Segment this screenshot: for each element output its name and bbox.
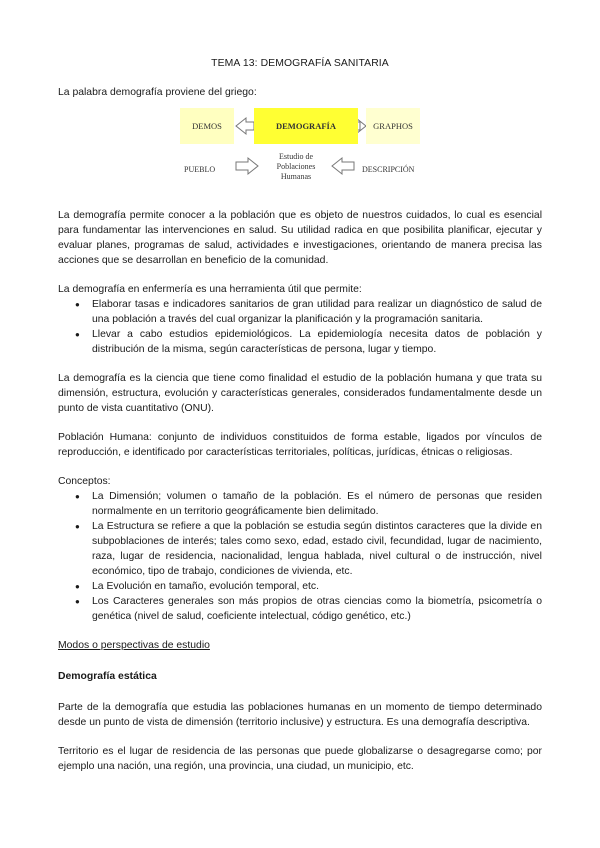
arrow-left-icon — [236, 118, 254, 134]
paragraph-4: Población Humana: conjunto de individuos constituidos de forma estable, ligados por vínculos de reproducción, e identificado por características territoriales, políticas, jurídicas, étnicas o religiosas. — [58, 432, 542, 458]
intro-text: La palabra demografía proviene del griego: — [58, 87, 257, 98]
demografia-box: DEMOGRAFÍA — [254, 108, 358, 144]
conceptos-block — [58, 474, 542, 624]
estudio-label — [266, 152, 326, 182]
estudio-line-2: Poblaciones — [276, 162, 316, 171]
estudio-line-3: Humanas — [280, 172, 312, 181]
enfermeria-block — [58, 282, 542, 357]
paragraph-6: Territorio es el lugar de residencia de las personas que puede globalizarse o desagregarse como; por ejemplo una nación, una región, una provincia, una ciudad, un municipio, etc. — [58, 746, 542, 772]
arrow-left-lower-icon — [332, 158, 354, 174]
enfermeria-lead: La demografía en enfermería es una herramienta útil que permite: — [58, 284, 362, 295]
page-title: TEMA 13: DEMOGRAFÍA SANITARIA — [211, 58, 389, 69]
paragraph-3: La demografía es la ciencia que tiene como finalidad el estudio de la población humana y que trata su dimensión, estructura, evolución y características generales, considerados fundamentalmente desde un punto de vista cuantitativo (ONU). — [58, 373, 542, 414]
conceptos-lead: Conceptos: — [58, 476, 111, 487]
estatica-heading: Demografía estática — [58, 671, 157, 682]
estudio-line-1: Estudio de — [279, 152, 313, 161]
descripcion-label: DESCRIPCIÓN — [362, 165, 415, 174]
etymology-diagram — [58, 106, 542, 186]
paragraph-5: Parte de la demografía que estudia las poblaciones humanas en un momento de tiempo determinado desde un punto de vista de dimensión (territorio inclusive) y estructura. Es una demografía descriptiva. — [58, 702, 542, 728]
list-item: ● Los Caracteres generales son más propios de otras ciencias como la biometría, psicometría o genética (nivel de salud, coeficiente intelectual, código genético, etc.) — [92, 594, 542, 624]
list-item: ● Elaborar tasas e indicadores sanitarios de gran utilidad para realizar un diagnóstico de salud de una población a través del cual organizar la planificación y la programación sanitaria. — [92, 297, 542, 327]
list-item: ● La Estructura se refiere a que la población se estudia según distintos caracteres que la divide en subpoblaciones de interés; tales como sexo, edad, estado civil, fecundidad, lugar de nacimiento, raza, lugar de residencia, nacionalidad, lengua hablada, nivel cultural o de instrucción, nivel económico, tipo de trabajo, condiciones de vivienda, etc. — [92, 519, 542, 579]
enfermeria-list — [58, 297, 542, 357]
graphos-box: GRAPHOS — [366, 108, 420, 144]
demos-box: DEMOS — [180, 108, 234, 144]
list-item: ● La Dimensión; volumen o tamaño de la población. Es el número de personas que residen normalmente en un territorio geográficamente bien delimitado. — [92, 489, 542, 519]
list-item: ● La Evolución en tamaño, evolución temporal, etc. — [92, 579, 542, 594]
paragraph-1: La demografía permite conocer a la población que es objeto de nuestros cuidados, lo cual es esencial para fundamentar las intervenciones en salud. Su utilidad radica en que posibilita planificar, ejecutar y evaluar planes, programas de salud, actividades e investigaciones, orientando de manera precisa las acciones que se desarrollan en beneficio de la comunidad. — [58, 210, 542, 266]
list-item: ● Llevar a cabo estudios epidemiológicos. La epidemiología necesita datos de población y distribución de la misma, según características de persona, lugar y tiempo. — [92, 327, 542, 357]
pueblo-label: PUEBLO — [184, 165, 216, 174]
modos-heading: Modos o perspectivas de estudio — [58, 640, 210, 651]
document-page — [58, 56, 542, 788]
arrow-right-lower-icon — [236, 158, 258, 174]
conceptos-list — [58, 489, 542, 624]
